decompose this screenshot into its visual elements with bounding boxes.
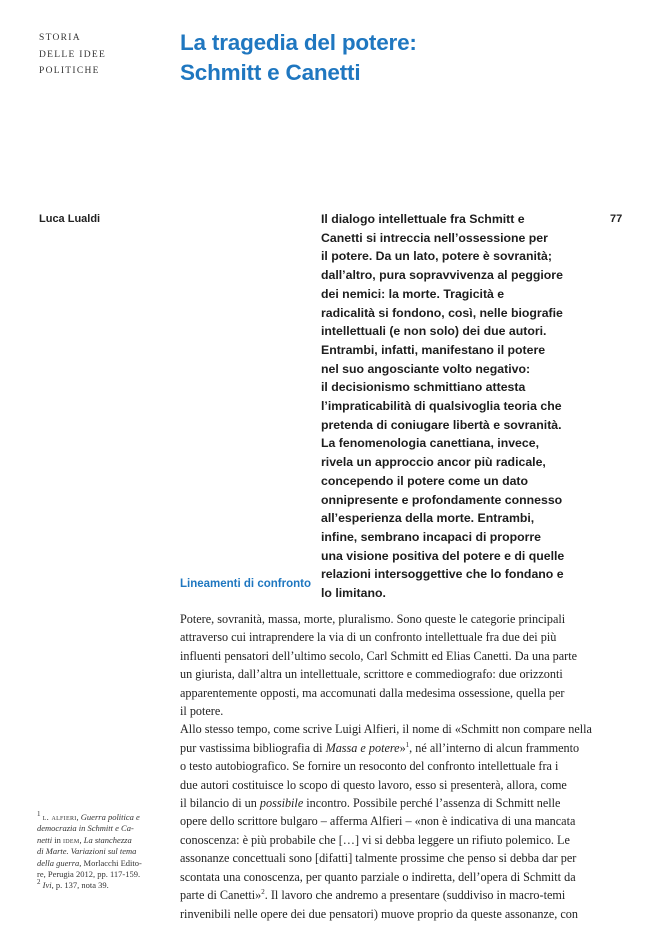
footnote-idem: idem (62, 834, 80, 845)
footnote-text: in (52, 834, 63, 845)
footnotes (37, 812, 172, 892)
footnote-1-line (37, 835, 172, 846)
abstract-line: intellettuali (e non solo) dei due autori. (321, 324, 547, 339)
series-line: STORIA (39, 33, 81, 43)
body-line (180, 739, 600, 757)
footnote-text: , (76, 812, 81, 822)
abstract-line: onnipresente e profondamente connesso (321, 492, 563, 507)
abstract-line: dei nemici: la morte. Tragicità e (321, 286, 505, 301)
footnote-ref-1[interactable]: 1 (405, 740, 410, 749)
footnote-ivi: Ivi (42, 880, 52, 891)
body-text-run: il bilancio di un (180, 796, 260, 811)
abstract-line: Il dialogo intellettuale fra Schmitt e (321, 212, 525, 226)
body-line: Potere, sovranità, massa, morte, pluralismo. Sono queste le categorie principali (180, 612, 566, 626)
abstract-line: La fenomenologia canettiana, invece, (321, 436, 539, 451)
abstract-line: relazioni intersoggettive che lo fondano e (321, 567, 564, 582)
abstract-line: concependo il potere come un dato (321, 473, 529, 488)
abstract-line: radicalità si fondono, così, nelle biografie (321, 305, 563, 320)
section-heading: Lineamenti di confronto (180, 578, 311, 590)
body-text-run: parte di Canetti» (180, 888, 262, 903)
abstract-line: all’esperienza della morte. Entrambi, (321, 511, 535, 526)
footnote-work-title: di Marte. Variazioni sul tema (37, 846, 137, 857)
body-line: assonanze concettuali sono [difatti] talmente prossime che penso si debba dar per (180, 851, 577, 866)
footnote-1-line (37, 858, 172, 869)
footnote-1-line (37, 846, 172, 857)
abstract-line: dall’altro, pura sopravvivenza al peggiore (321, 268, 563, 283)
footnote-text: , (79, 834, 84, 845)
footnote-text: , Morlacchi Edito- (79, 857, 142, 868)
abstract-line: nel suo angosciante volto negativo: (321, 361, 531, 376)
series-line: POLITICHE (39, 66, 100, 76)
body-text (180, 610, 600, 923)
page-number: 77 (610, 213, 623, 225)
body-line: influenti pensatori dell’ultimo secolo, Carl Schmitt ed Elias Canetti. Da una parte (180, 648, 578, 663)
body-line: due autori costituisce lo scopo di questo lavoro, esso si presenterà, allora, come (180, 777, 567, 792)
emphasis: possibile (259, 796, 304, 811)
abstract-line: lo limitano. (321, 586, 386, 601)
body-line: Allo stesso tempo, come scrive Luigi Alfieri, il nome di «Schmitt non compare nella (180, 722, 592, 737)
abstract-line: l’impraticabilità di qualsivoglia teoria che (321, 399, 562, 414)
footnote-number: 1 (37, 810, 41, 819)
footnote-work-title: La stanchezza (83, 834, 132, 845)
paragraph-2 (180, 720, 600, 922)
footnote-2-line (37, 880, 172, 891)
footnote-work-title: netti (37, 834, 53, 845)
book-title: Massa e potere (325, 740, 400, 755)
body-line: un giurista, dall’altra un intellettuale, scrittore e commediografo: due orizzonti (180, 667, 563, 682)
body-text-run: . Il lavoro che andremo a presentare (suddiviso in macro-temi (264, 888, 566, 903)
footnote-work-title: Guerra politica e (80, 812, 140, 822)
abstract-line: Entrambi, infatti, manifestano il potere (321, 342, 546, 357)
footnote-work-title: democrazia in Schmitt e Ca- (37, 823, 134, 834)
body-line: apparentemente opposti, ma accomunati dalla medesima ossessione, quella per (180, 685, 565, 700)
abstract (321, 210, 601, 603)
footnote-work-title: della guerra (37, 857, 80, 868)
footnote-1-line (37, 823, 172, 834)
author-name: Luca Lualdi (39, 213, 101, 225)
body-text-run: , né all’interno di alcun frammento (409, 740, 580, 755)
body-line: opere dello scrittore bulgaro – afferma Alfieri – «non è indicativa di una mancata (180, 814, 576, 829)
article-title (180, 28, 620, 88)
body-text-run: pur vastissima bibliografia di (180, 740, 326, 755)
abstract-line: una visione positiva del potere e di quelle (321, 548, 565, 563)
footnote-author: l. alfieri (42, 812, 77, 822)
footnote-1-line (37, 812, 172, 823)
footnote-text: , p. 137, nota 39. (51, 880, 109, 891)
body-line: rinvenibili nelle opere dei due pensatori) muove proprio da queste assonanze, con (180, 906, 578, 921)
body-line: conoscenza: è più probabile che […] vi si debba leggere un rifiuto polemico. Le (180, 832, 570, 847)
abstract-line: il decisionismo schmittiano attesta (321, 380, 526, 395)
abstract-line: Canetti si intreccia nell’ossessione per (321, 230, 548, 245)
series-line: DELLE IDEE (39, 49, 107, 60)
title-line: La tragedia del potere: (180, 30, 417, 55)
paragraph-1 (180, 610, 600, 720)
footnote-ref-2[interactable]: 2 (261, 888, 265, 897)
body-line (180, 794, 600, 812)
series-label (39, 30, 106, 80)
abstract-line: infine, sembrano incapaci di proporre (321, 529, 542, 544)
body-line: il potere. (180, 704, 224, 719)
body-text-run: » (399, 740, 406, 755)
body-text-run: incontro. Possibile perché l’assenza di Schmitt nelle (303, 796, 561, 811)
abstract-line: pretenda di coniugare libertà e sovranità. (321, 417, 562, 432)
abstract-line: il potere. Da un lato, potere è sovranità; (321, 249, 552, 264)
body-line: attraverso cui intraprendere la via di un confronto intellettuale fra due dei più (180, 630, 557, 645)
title-line: Schmitt e Canetti (180, 60, 361, 85)
body-line: o testo autobiografico. Se fornire un resoconto del confronto intellettuale fra i (180, 759, 559, 774)
body-line (180, 886, 600, 904)
body-line: scontata una conoscenza, per quanto parziale o indiretta, dell’opera di Schmitt da (180, 869, 576, 884)
footnote-1-line: re, Perugia 2012, pp. 117-159. (37, 869, 141, 880)
footnote-number: 2 (37, 878, 41, 887)
abstract-line: rivela un approccio ancor più radicale, (321, 455, 546, 470)
